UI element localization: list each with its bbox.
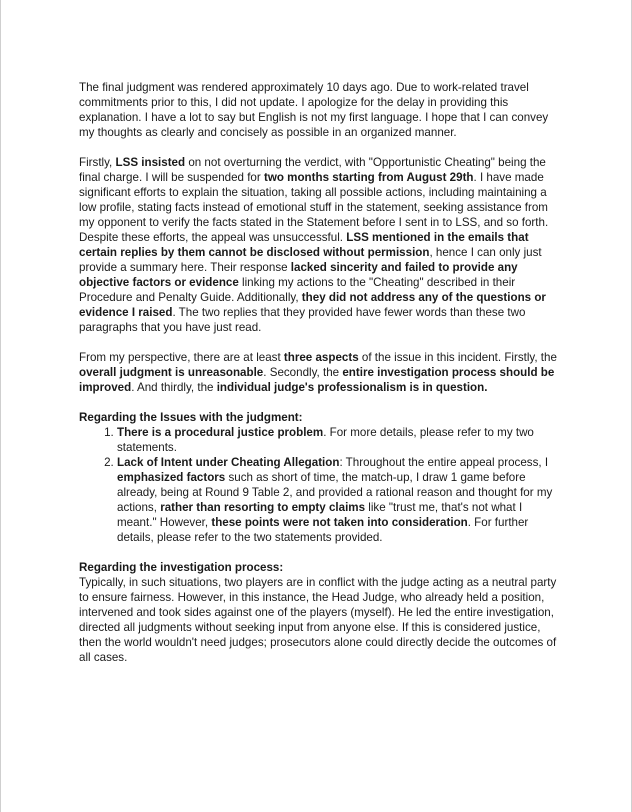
bold-text-run: entire investigation process should be improved	[79, 366, 555, 394]
text-run: : Throughout the entire appeal process, I	[339, 456, 549, 469]
bold-text-run: these points were not taken into consideration	[211, 516, 468, 529]
section-heading-investigation: Regarding the investigation process:	[79, 561, 284, 574]
bold-text-run: individual judge's professionalism is in question.	[216, 381, 488, 394]
text-run: , hence I can only just provide a summary here. Their response	[79, 246, 542, 274]
bold-text-run: LSS insisted	[115, 156, 186, 169]
text-run: . For more details, please refer to my two statements.	[117, 426, 534, 454]
bold-text-run: overall judgment is unreasonable	[79, 366, 264, 379]
text-run: . For further details, please refer to the two statements provided.	[117, 516, 529, 544]
text-run: . The two replies that they provided have fewer words than these two paragraphs that you have just read.	[79, 306, 526, 334]
paragraph-lss-insisted	[79, 155, 559, 335]
text-run: linking my actions to the "Cheating" described in their Procedure and Penalty Guide. Additionally,	[79, 276, 516, 304]
text-run: The final judgment was rendered approximately 10 days ago. Due to work-related travel commitments prior to this, I did not update. I apologize for the delay in providing this explanation. I have a lot to say but English is not my first language. I hope that I can convey my thoughts as clearly and concisely as possible in an organized manner.	[79, 81, 549, 139]
paragraph-investigation	[79, 575, 559, 665]
paragraph-three-aspects	[79, 350, 559, 395]
text-run: Firstly,	[79, 156, 116, 169]
bold-text-run: rather than resorting to empty claims	[160, 501, 366, 514]
text-run: Typically, in such situations, two players are in conflict with the judge acting as a neutral party to ensure fairness. However, in this instance, the Head Judge, who already held a position, intervened and took sides against one of the players (myself). He led the entire investigation, directed all judgments without seeking input from anyone else. If this is considered justice, then the world wouldn't need judges; prosecutors alone could directly decide the outcomes of all cases.	[79, 576, 557, 664]
bold-text-run: lacked sincerity and failed to provide any objective factors or evidence	[79, 261, 518, 289]
bold-text-run: they did not address any of the questions or evidence I raised	[79, 291, 546, 319]
bold-text-run: emphasized factors	[117, 471, 226, 484]
bold-text-run: three aspects	[283, 351, 359, 364]
text-run: such as short of time, the match-up, I draw 1 game before already, being at Round 9 Table 2, and provided a rational reason and thought for my actions,	[117, 471, 553, 514]
text-run: . I have made significant efforts to explain the situation, taking all possible actions, including maintaining a low profile, stating facts instead of emotional stuff in the statement, seeking assistance from my opponent to verify the facts stated in the Statement before I sent in to LSS, and so forth. Despite these efforts, the appeal was unsuccessful.	[79, 171, 549, 244]
text-run: like "trust me, that's not what I meant." However,	[117, 501, 523, 529]
text-run: . And thirdly, the	[131, 381, 217, 394]
text-run: From my perspective, there are at least	[79, 351, 284, 364]
list-item	[117, 455, 559, 545]
document-body	[79, 80, 559, 680]
bold-text-run: There is a procedural justice problem	[117, 426, 324, 439]
bold-text-run: two months starting from August 29th	[263, 171, 474, 184]
section-heading-judgment: Regarding the Issues with the judgment:	[79, 411, 303, 424]
text-run: of the issue in this incident. Firstly, the	[358, 351, 557, 364]
paragraph-final-judgment	[79, 80, 559, 140]
list-item	[117, 425, 559, 455]
text-run: . Secondly, the	[263, 366, 343, 379]
bold-text-run: Lack of Intent under Cheating Allegation	[117, 456, 340, 469]
judgment-issues-list	[79, 425, 559, 545]
text-run: on not overturning the verdict, with "Opportunistic Cheating" being the final charge. I will be suspended for	[79, 156, 546, 184]
bold-text-run: LSS mentioned in the emails that certain replies by them cannot be disclosed without permission	[79, 231, 529, 259]
